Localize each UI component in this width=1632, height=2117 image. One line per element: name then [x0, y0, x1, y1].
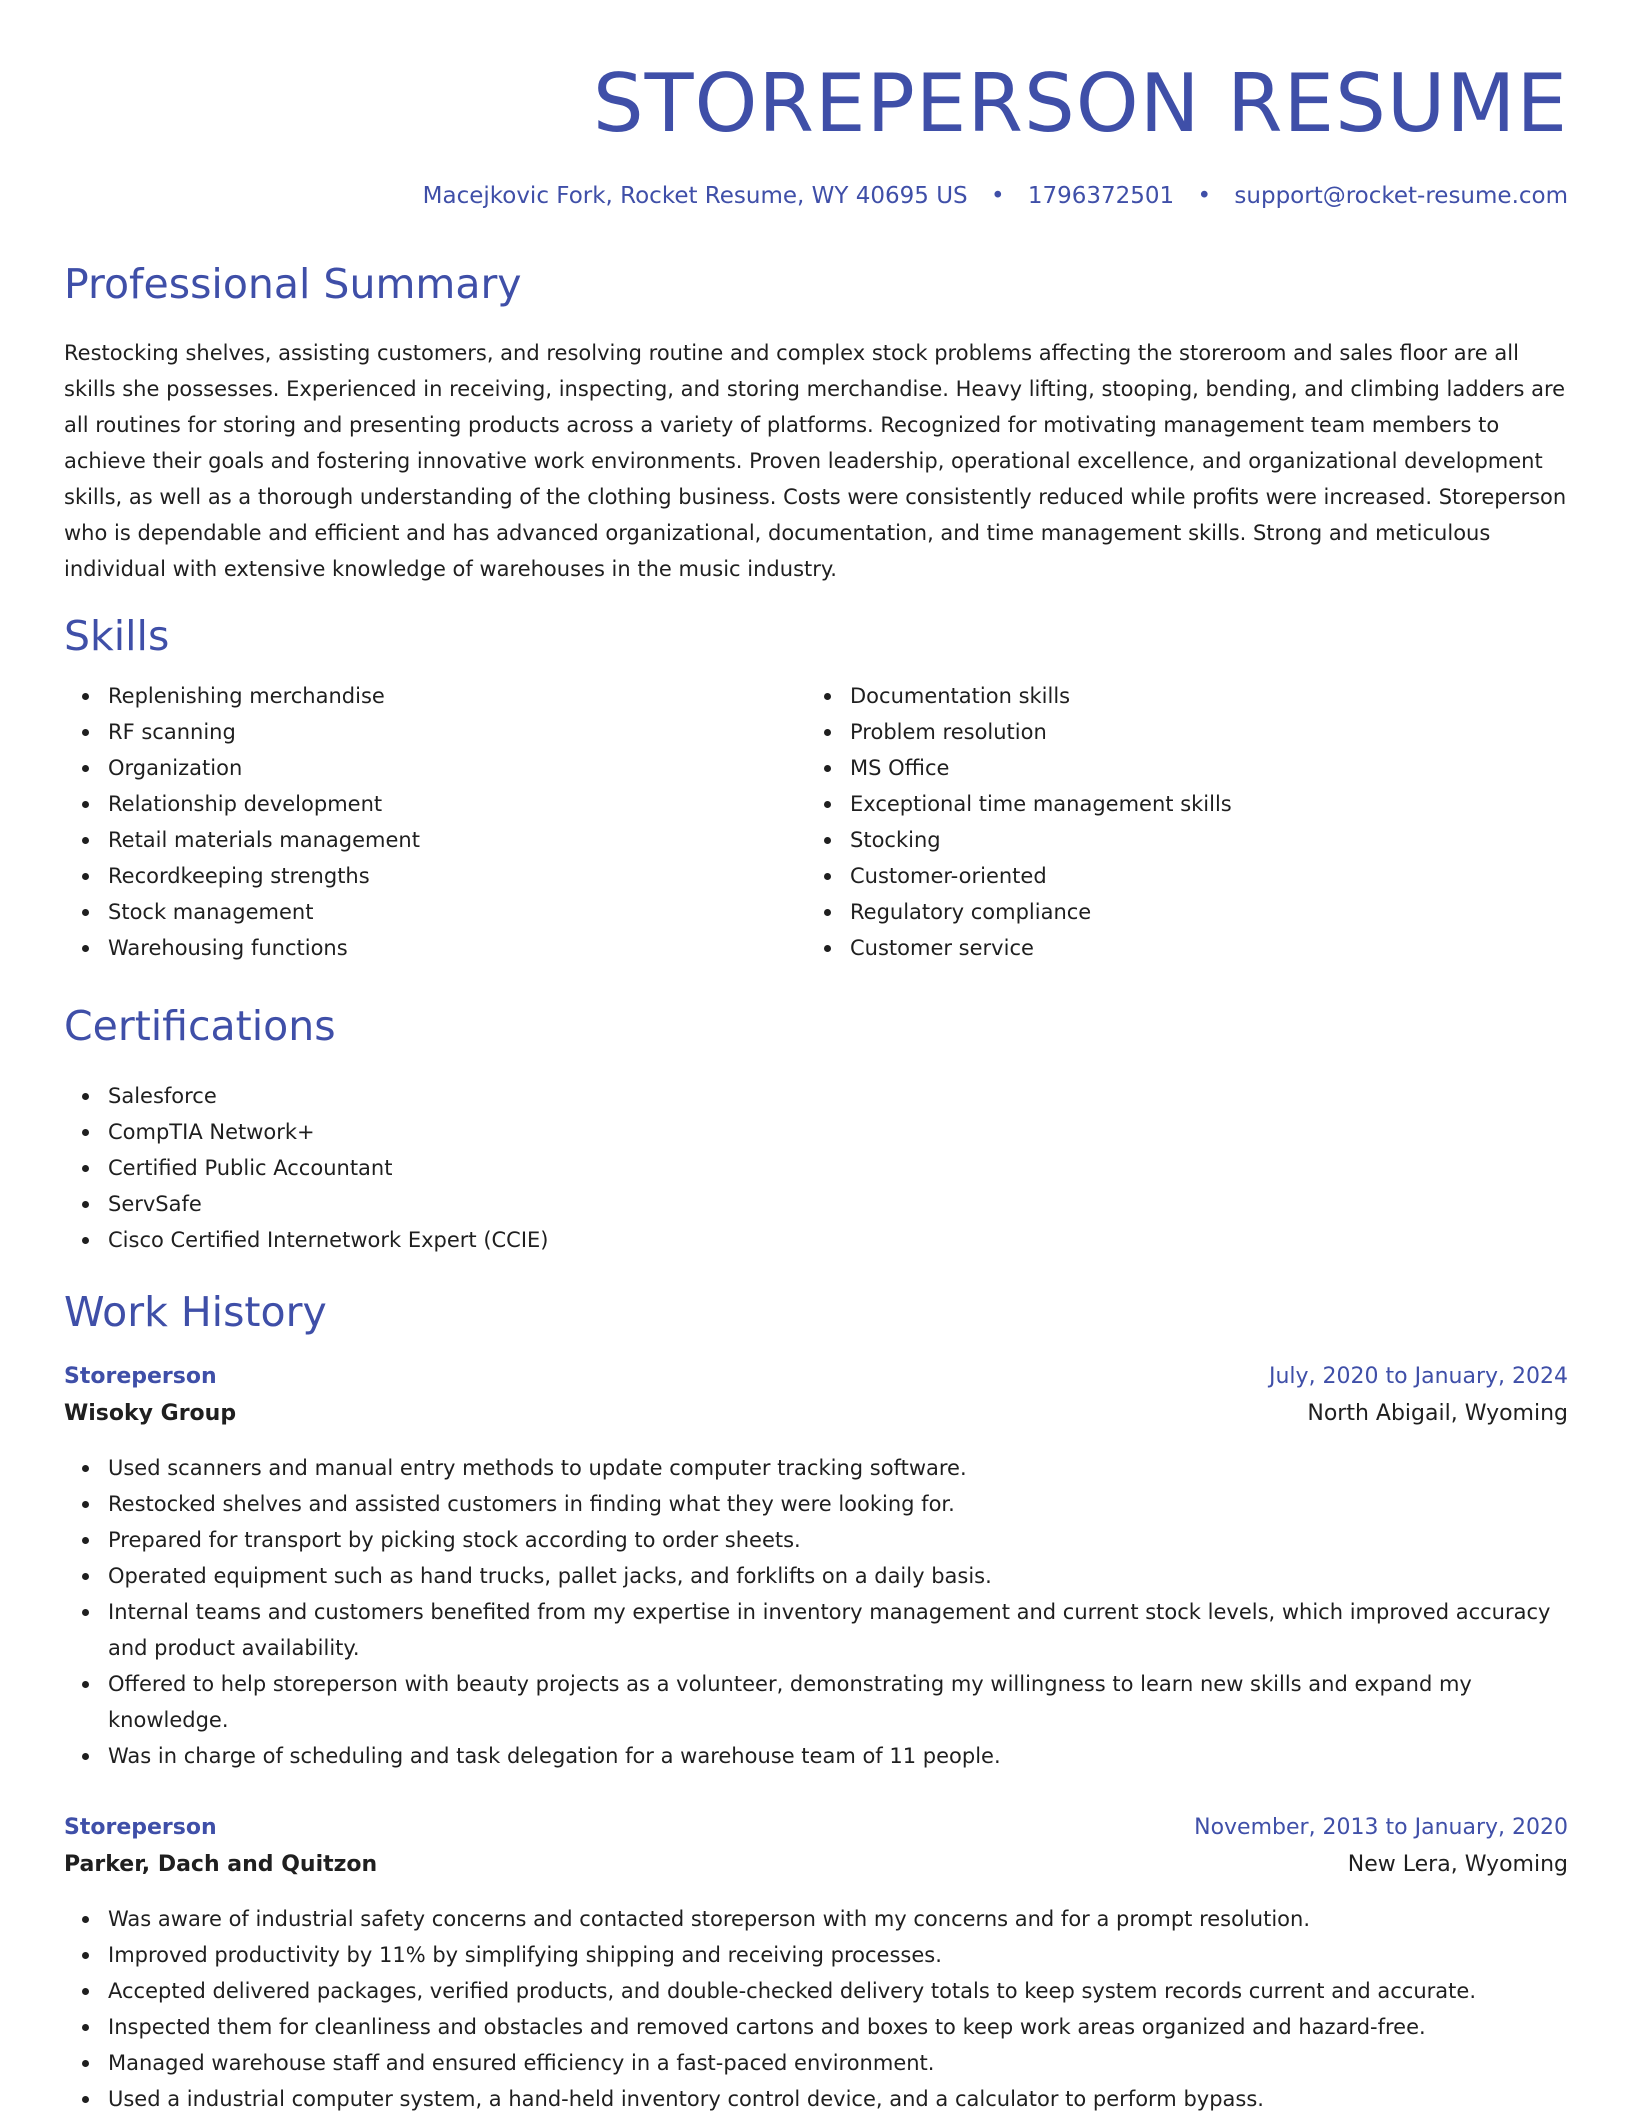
job-duty: Restocked shelves and assisted customers in finding what they were looking for. [108, 1486, 1568, 1522]
certification-item: Cisco Certified Internetwork Expert (CCIE) [108, 1222, 1568, 1258]
certification-item: CompTIA Network+ [108, 1114, 1568, 1150]
job-duty: Was in charge of scheduling and task delegation for a warehouse team of 11 people. [108, 1738, 1568, 1774]
job-duty: Operated equipment such as hand trucks, pallet jacks, and forklifts on a daily basis. [108, 1558, 1568, 1594]
job-duty: Was aware of industrial safety concerns and contacted storeperson with my concerns and for a prompt resolution. [108, 1901, 1568, 1937]
skill-item: Customer-oriented [850, 858, 1550, 894]
certifications-list [64, 1078, 1568, 1258]
contact-separator: • [990, 183, 1005, 209]
skill-item: Recordkeeping strengths [108, 858, 798, 894]
skill-item: Stocking [850, 822, 1550, 858]
certification-item: ServSafe [108, 1186, 1568, 1222]
skills-list-right [806, 678, 1550, 966]
job-company: Parker, Dach and Quitzon [64, 1852, 378, 1877]
job-location: New Lera, Wyoming [1347, 1852, 1568, 1877]
job-duty: Used scanners and manual entry methods to update computer tracking software. [108, 1450, 1568, 1486]
job-duty: Managed warehouse staff and ensured efficiency in a fast-paced environment. [108, 2045, 1568, 2081]
job-duty: Used a industrial computer system, a hand-held inventory control device, and a calculator to perform bypass. [108, 2081, 1568, 2117]
skill-item: Relationship development [108, 786, 798, 822]
resume-title: STOREPERSON RESUME [592, 57, 1568, 150]
job-duty: Prepared for transport by picking stock according to order sheets. [108, 1522, 1568, 1558]
job-dates: November, 2013 to January, 2020 [1194, 1815, 1568, 1840]
job-title: Storeperson [64, 1364, 217, 1389]
contact-email: support@rocket-resume.com [1234, 183, 1568, 209]
summary-heading: Professional Summary [64, 260, 522, 308]
job-duty: Improved productivity by 11% by simplifying shipping and receiving processes. [108, 1937, 1568, 1973]
skill-item: RF scanning [108, 714, 798, 750]
contact-separator: • [1197, 183, 1212, 209]
certification-item: Salesforce [108, 1078, 1568, 1114]
contact-phone: 1796372501 [1027, 183, 1175, 209]
skill-item: Documentation skills [850, 678, 1550, 714]
job-company: Wisoky Group [64, 1401, 237, 1426]
job-location: North Abigail, Wyoming [1307, 1401, 1568, 1426]
job-duties [64, 1901, 1568, 2117]
certification-item: Certified Public Accountant [108, 1150, 1568, 1186]
work-history-heading: Work History [64, 1288, 327, 1336]
skill-item: Stock management [108, 894, 798, 930]
skills-heading: Skills [64, 612, 170, 660]
job-duty: Internal teams and customers benefited from my expertise in inventory management and current stock levels, which improved accuracy and product availability. [108, 1594, 1568, 1666]
skill-item: Organization [108, 750, 798, 786]
skills-list-left [64, 678, 798, 966]
job-duty: Inspected them for cleanliness and obstacles and removed cartons and boxes to keep work areas organized and hazard-free. [108, 2009, 1568, 2045]
job-dates: July, 2020 to January, 2024 [1269, 1364, 1568, 1389]
skill-item: Problem resolution [850, 714, 1550, 750]
certifications-heading: Certifications [64, 1002, 336, 1050]
skill-item: Replenishing merchandise [108, 678, 798, 714]
job-duty: Accepted delivered packages, verified products, and double-checked delivery totals to keep system records current and accurate. [108, 1973, 1568, 2009]
job-title: Storeperson [64, 1815, 217, 1840]
skill-item: Exceptional time management skills [850, 786, 1550, 822]
skill-item: Retail materials management [108, 822, 798, 858]
job-duty: Offered to help storeperson with beauty projects as a volunteer, demonstrating my willingness to learn new skills and expand my knowledge. [108, 1666, 1568, 1738]
skill-item: Warehousing functions [108, 930, 798, 966]
skill-item: Customer service [850, 930, 1550, 966]
skill-item: Regulatory compliance [850, 894, 1550, 930]
contact-line [423, 180, 1568, 212]
contact-address: Macejkovic Fork, Rocket Resume, WY 40695 US [422, 183, 968, 209]
summary-text: Restocking shelves, assisting customers, and resolving routine and complex stock problems affecting the storeroom and sales floor are all skills she possesses. Experienced in receiving, inspecting, and storing merchandise. Heavy lifting, stooping, bending, and climbing ladders are all routines for storing and presenting products across a variety of platforms. Recognized for motivating management team members to achieve their goals and fostering innovative work environments. Proven leadership, operational excellence, and organizational development skills, as well as a thorough understanding of the clothing business. Costs were consistently reduced while profits were increased. Storeperson who is dependable and efficient and has advanced organizational, documentation, and time management skills. Strong and meticulous individual with extensive knowledge of warehouses in the music industry. [64, 341, 1567, 581]
skill-item: MS Office [850, 750, 1550, 786]
job-duties [64, 1450, 1568, 1774]
